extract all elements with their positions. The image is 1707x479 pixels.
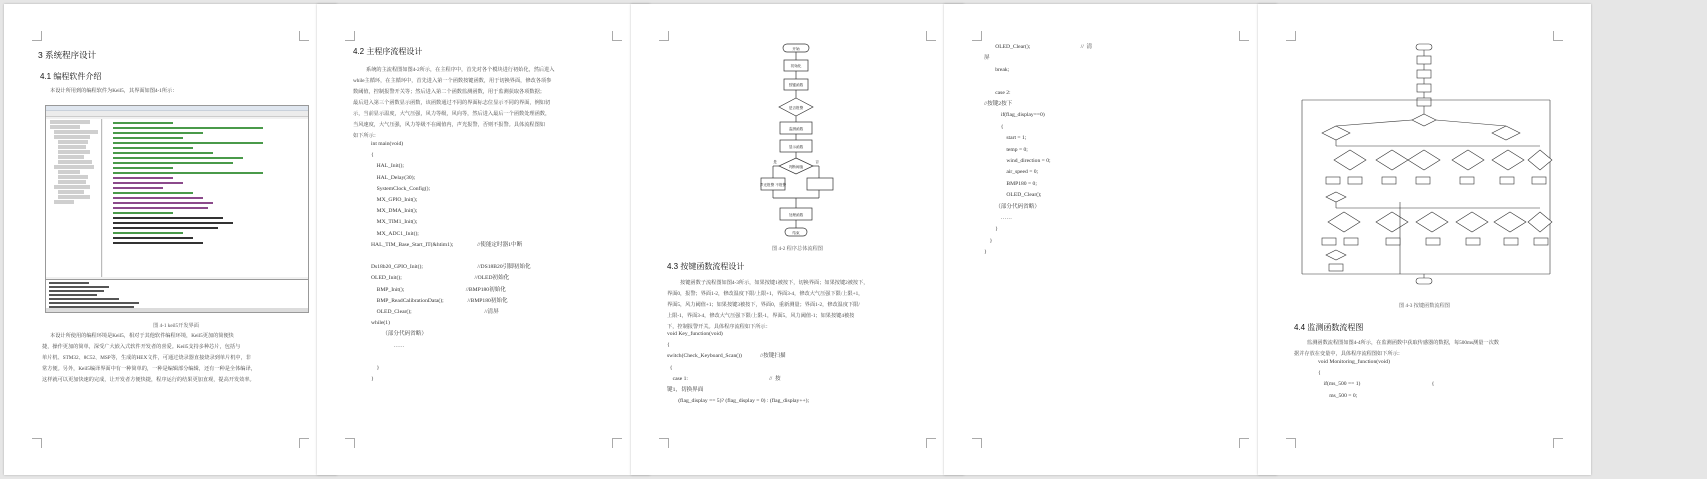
flow-yes-label: 是: [773, 160, 777, 164]
code-line: OLED_Clear(); //清屏: [371, 309, 499, 315]
document-page-5[interactable]: [1258, 4, 1591, 475]
code-line: }: [984, 249, 987, 256]
code-line: void Key_function(void): [667, 331, 723, 337]
code-line: （部分代码省略）: [371, 331, 427, 338]
code-line: case 1: // 按: [667, 375, 781, 382]
key-flowchart: [1296, 42, 1556, 292]
code-line: MX_ADC1_Init();: [371, 230, 419, 237]
flow-alarm-label: 声光报警 不报警: [759, 183, 787, 187]
body-line-6: 当风速度，大气压强，风力等级不在阈值内，声光报警，否则不报警。具体流程图如: [353, 122, 545, 128]
body-line-1: 监测函数流程图如图4-4所示，在监测函数中获取传感器的数据，每500ms测量一次数: [1307, 340, 1499, 346]
code-line: HAL_Init();: [371, 163, 404, 170]
code-line: （部分代码省略）: [984, 203, 1040, 210]
code-line: BMP_Init(); //BMP180初始化: [371, 286, 506, 293]
document-page-4[interactable]: [944, 4, 1277, 475]
code-line: ……: [984, 215, 1012, 221]
code-line: air_speed = 0;: [984, 169, 1039, 176]
section-heading: 4.4 监测函数流程图: [1294, 323, 1364, 332]
flow-cond2-label: 判断阈值: [788, 165, 804, 169]
code-line: MX_TIM1_Init();: [371, 219, 418, 226]
code-line: Ds18b20_GPIO_Init(); //DS18B20引脚初始化: [371, 264, 531, 271]
figure-caption: 图 4-3 按键函数流程图: [1398, 303, 1450, 309]
code-line: (flag_display == 5)? (flag_display = 0) : (flag_display++);: [667, 398, 810, 405]
flow-noalarm: [807, 178, 833, 190]
body-line-4: 最后进入第三个函数显示函数，该函数通过不同的界面标志位显示不同的界面，例如切: [353, 100, 551, 106]
code-line: OLED_Clear();: [984, 192, 1042, 199]
flow-key-label: 按键函数: [788, 83, 804, 87]
code-line: void Monitoring_function(void): [1318, 359, 1390, 365]
body-line-2: 界面0，报警；界面1-2，修改温度下限/上限+1，界面3-4，修改大气压强下限/上限+1，: [667, 291, 864, 297]
code-line: OLED_Init(); //OLED初始化: [371, 275, 510, 282]
chapter-heading: 3 系统程序设计: [38, 50, 97, 60]
flow-proc-label: 处理函数: [788, 213, 804, 217]
code-line: {: [1318, 370, 1321, 377]
code-line: start = 1;: [984, 135, 1027, 142]
document-page-2[interactable]: [317, 4, 650, 475]
body-line-3: 数阈值，控制报警开关等；然后进入第二个函数监测函数，用于监测获取各项数据；: [353, 89, 545, 95]
code-line: ……: [371, 342, 405, 349]
code-line: {: [667, 364, 673, 371]
code-line: ms_500 = 0;: [1318, 392, 1358, 399]
body-line-1: 本设计所使用的编程环境是Keil5，相对于其他软件编程环境，Keil5更加的简便快: [50, 333, 234, 339]
code-editor: [103, 119, 308, 277]
main-flowchart: [751, 42, 841, 242]
flow-monitor-label: 监测函数: [788, 127, 804, 131]
code-line: //按键2按下: [984, 101, 1013, 107]
code-line: switch(Check_Keyboard_Scan()) //按键扫描: [667, 353, 786, 360]
body-line-1: 系统的主流程图如图4-2所示，在主程序中，首先对各个模块进行初始化，然后进入: [366, 67, 555, 73]
code-line: }: [371, 376, 374, 383]
flow-start-label: 开始: [792, 47, 800, 51]
code-line: {: [371, 152, 374, 159]
code-line: while(1): [371, 320, 390, 327]
flow-cond1-label: 是否报警: [788, 106, 804, 110]
body-line-2: 据并存放在变量中，具体程序流程图如下所示：: [1294, 351, 1403, 357]
body-line-2: while主循环，在主循环中，首先进入第一个函数按键函数，用于切换界面，修改各项参: [353, 78, 552, 84]
body-line-3: 单片机、STM32、8C52、MSP等，生成的HEX文件，可通过烧录器直接烧录到单片机中，非: [42, 355, 251, 361]
code-line: BMP_ReadCalibrationData(); //BMP180初始化: [371, 297, 508, 304]
code-line: if(flag_display==0): [984, 112, 1045, 119]
code-line: }: [984, 237, 993, 244]
body-line-2: 捷，操作更加的简单，深受广大嵌入式软件开发者的喜爱。Keil5支持多种芯片，包括与: [42, 344, 241, 350]
project-tree: [46, 119, 102, 277]
code-line: wind_direction = 0;: [984, 158, 1051, 164]
code-line: MX_DMA_Init();: [371, 208, 418, 215]
body-line-3: 界面5，风力阈值+1；如果按键3被按下，界面0，重新测量；界面1-2，修改温度下限/: [667, 302, 860, 308]
code-line: BMP180 = 0;: [984, 180, 1037, 187]
body-line-4: 上限-1，界面3-4，修改大气压强下限/上限-1，界面5，风力阈值-1；如果按键4被按: [667, 313, 855, 319]
code-line: HAL_Delay(30);: [371, 174, 416, 181]
flow-no-label: 否: [815, 160, 819, 164]
body-line-4: 常方便。另外，Keil5编译界面中有一种简单的，一种是编辑部分编辑，还有一种是全体编译，: [42, 366, 256, 372]
figure-caption: 图 4-1 keil5开发界面: [153, 323, 199, 329]
section-heading: 4.3 按键函数流程设计: [667, 262, 745, 271]
code-line: HAL_TIM_Base_Start_IT(&htim1); //使能定时器1中断: [371, 241, 523, 248]
code-line: case 2:: [984, 89, 1011, 96]
flow-end-label: 结束: [792, 231, 800, 235]
code-line: }: [984, 226, 998, 233]
code-line: SystemClock_Config();: [371, 185, 431, 192]
body-line-1: 按键函数子流程图如图4-3所示，如果按键1被按下，切换界面；如果按键2被按下，: [680, 280, 869, 286]
code-line: MX_GPIO_Init();: [371, 197, 418, 203]
code-line: }: [371, 365, 380, 371]
code-line: OLED_Clear(); // 清: [984, 44, 1093, 50]
code-line: temp = 0;: [984, 146, 1028, 153]
code-line: {: [667, 342, 670, 349]
code-line: {: [984, 123, 1004, 130]
body-line-5: 这样就可以更加快速的完成，让开发者方便快捷，程序运行的结果更加直观，提高开发效率。: [42, 377, 255, 383]
flow-display-label: 显示函数: [788, 145, 804, 149]
intro-text: 本设计所用到的编程软件为Keil5，其界面如图4-1所示：: [50, 88, 178, 94]
code-line: 键1，切换界面: [667, 387, 704, 393]
code-line: int main(void): [371, 141, 404, 147]
keil5-screenshot: [45, 105, 309, 313]
document-page-1[interactable]: [4, 4, 337, 475]
section-heading: 4.1 编程软件介绍: [40, 72, 102, 81]
section-heading: 4.2 主程序流程设计: [353, 47, 423, 56]
body-line-5: 下，控制报警开关。具体程序流程如下所示：: [667, 324, 771, 330]
body-line-5: 示，当前显示温度，大气压强，风力等级，风向等，然后进入最后一个函数处理函数，: [353, 111, 551, 117]
document-page-3[interactable]: [631, 4, 964, 475]
code-line: break;: [984, 66, 1010, 73]
figure-caption: 图 4-2 程序总体流程图: [771, 246, 823, 252]
code-line: if(ms_500 == 1) {: [1318, 381, 1435, 388]
flow-init-label: 初始化: [790, 64, 802, 68]
body-line-7: 如下所示：: [353, 133, 379, 139]
code-line: 屏: [984, 55, 990, 62]
